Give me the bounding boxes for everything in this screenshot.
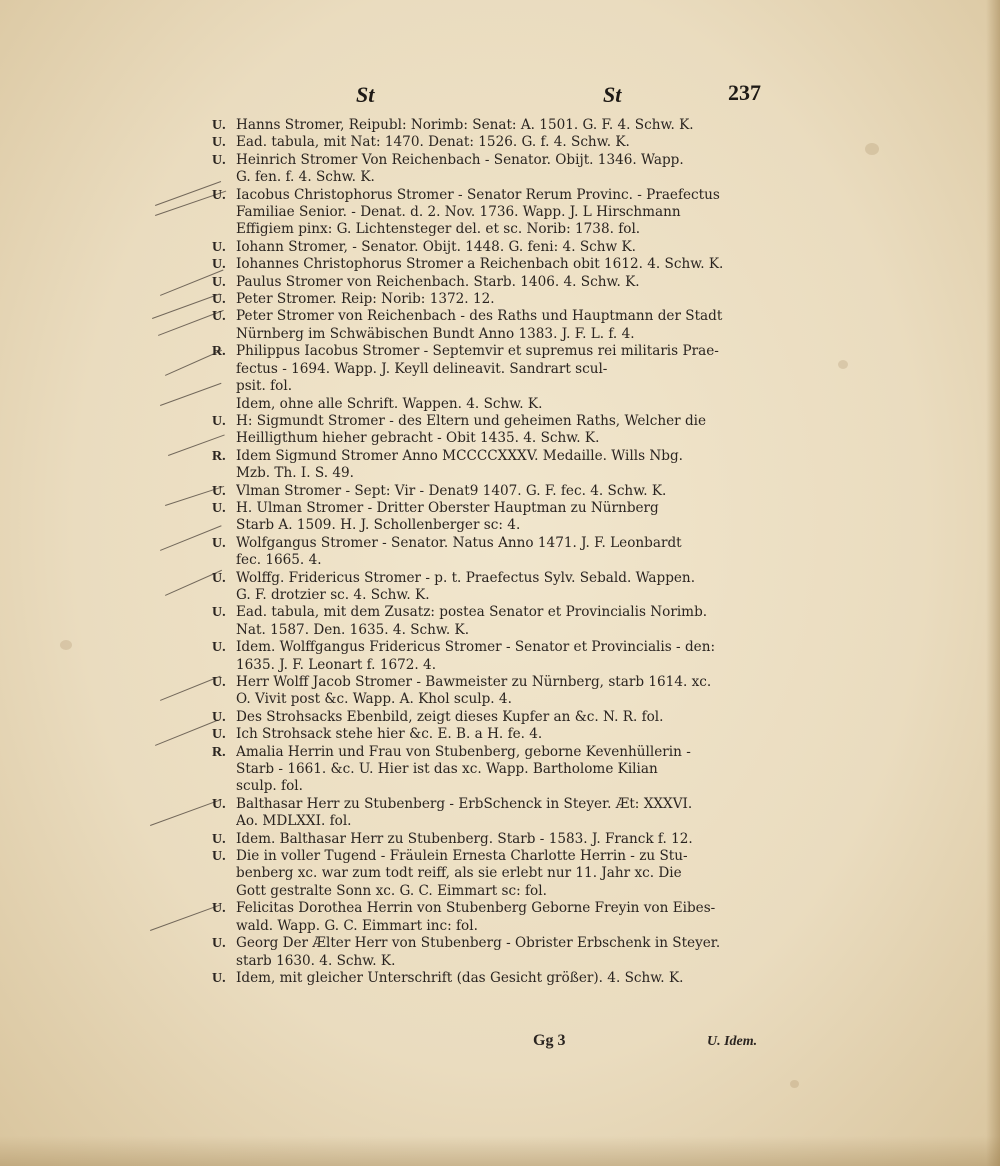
entry-line: Die in voller Tugend - Fräulein Ernesta Charlotte Herrin - zu Stu- bbox=[236, 848, 688, 865]
entry-line: Idem, ohne alle Schrift. Wappen. 4. Schw. K. bbox=[236, 395, 543, 412]
entry-marker: U. bbox=[212, 675, 226, 690]
entry-line: Wolffg. Fridericus Stromer - p. t. Praefectus Sylv. Sebald. Wappen. bbox=[236, 569, 696, 586]
entry-line: Georg Der Ælter Herr von Stubenberg - Obrister Erbschenk in Steyer. bbox=[236, 935, 721, 952]
catalogue-entry bbox=[212, 639, 782, 674]
entry-line: Peter Stromer. Reip: Norib: 1372. 12. bbox=[236, 291, 495, 308]
entry-line: Ao. MDLXXI. fol. bbox=[236, 813, 352, 830]
signature-mark: Gg 3 bbox=[533, 1032, 566, 1049]
entry-marker: R. bbox=[212, 344, 226, 360]
catalogue-entry bbox=[212, 831, 782, 848]
catalogue-entry bbox=[212, 187, 782, 239]
running-header bbox=[0, 82, 1000, 114]
entry-line: Ich Strohsack stehe hier &c. E. B. a H. fe. 4. bbox=[236, 726, 543, 743]
entry-line: G. F. drotzier sc. 4. Schw. K. bbox=[236, 586, 430, 603]
entry-marker: U. bbox=[212, 257, 226, 273]
entry-line: Nürnberg im Schwäbischen Bundt Anno 1383. J. F. L. f. 4. bbox=[236, 325, 635, 342]
catchword: U. Idem. bbox=[707, 1034, 758, 1049]
page-edge-shadow bbox=[0, 1136, 1000, 1166]
entry-line: 1635. J. F. Leonart f. 1672. 4. bbox=[236, 656, 437, 673]
entry-line: H. Ulman Stromer - Dritter Oberster Hauptman zu Nürnberg bbox=[236, 499, 659, 516]
entry-marker: U. bbox=[212, 535, 226, 551]
ink-stroke bbox=[150, 799, 221, 826]
entry-line: Balthasar Herr zu Stubenberg - ErbSchenck in Steyer. Æt: XXXVI. bbox=[236, 795, 693, 812]
entry-line: Starb A. 1509. H. J. Schollenberger sc: 4. bbox=[236, 517, 521, 534]
foxing-spot bbox=[865, 143, 879, 155]
entry-marker: U. bbox=[212, 413, 226, 429]
entry-line: fectus - 1694. Wapp. J. Keyll delineavit. Sandrart scul- bbox=[236, 360, 608, 377]
entry-line: Herr Wolff Jacob Stromer - Bawmeister zu Nürnberg, starb 1614. xc. bbox=[236, 674, 712, 690]
catalogue-entries bbox=[212, 117, 782, 987]
entry-line: Peter Stromer von Reichenbach - des Raths und Hauptmann der Stadt bbox=[236, 308, 723, 325]
header-right-letters: St bbox=[603, 82, 622, 107]
entry-marker: U. bbox=[212, 118, 226, 133]
entry-line: Effigiem pinx: G. Lichtensteger del. et sc. Norib: 1738. fol. bbox=[236, 221, 641, 238]
entry-line: starb 1630. 4. Schw. K. bbox=[236, 952, 396, 969]
header-left-letters: St bbox=[356, 82, 375, 107]
entry-line: Iacobus Christophorus Stromer - Senator Rerum Provinc. - Praefectus bbox=[236, 186, 720, 203]
entry-marker: U. bbox=[212, 500, 226, 516]
entry-line: Nat. 1587. Den. 1635. 4. Schw. K. bbox=[236, 621, 470, 638]
entry-line: O. Vivit post &c. Wapp. A. Khol sculp. 4. bbox=[236, 691, 512, 708]
catalogue-entry bbox=[212, 709, 782, 726]
entry-line: Ead. tabula, mit dem Zusatz: postea Senator et Provincialis Norimb. bbox=[236, 604, 708, 621]
foxing-spot bbox=[60, 640, 72, 650]
catalogue-entry bbox=[212, 726, 782, 743]
entry-marker: U. bbox=[212, 152, 226, 168]
ink-stroke bbox=[155, 720, 219, 747]
entry-line: Familiae Senior. - Denat. d. 2. Nov. 1736. Wapp. J. L Hirschmann bbox=[236, 204, 681, 221]
foxing-spot bbox=[790, 1080, 799, 1088]
entry-line: Starb - 1661. &c. U. Hier ist das xc. Wapp. Bartholome Kilian bbox=[236, 761, 658, 778]
entry-line: Idem Sigmund Stromer Anno MCCCCXXXV. Medaille. Wills Nbg. bbox=[236, 447, 683, 464]
catalogue-entry bbox=[212, 413, 782, 448]
entry-marker: U. bbox=[212, 570, 226, 586]
entry-line: Heinrich Stromer Von Reichenbach - Senator. Obijt. 1346. Wapp. bbox=[236, 151, 684, 168]
catalogue-entry bbox=[212, 291, 782, 308]
entry-marker: U. bbox=[212, 239, 226, 255]
entry-marker: U. bbox=[212, 831, 226, 847]
entry-line: Gott gestralte Sonn xc. G. C. Eimmart sc: fol. bbox=[236, 882, 547, 899]
entry-line: G. fen. f. 4. Schw. K. bbox=[236, 169, 375, 186]
entry-line: Idem, mit gleicher Unterschrift (das Gesicht größer). 4. Schw. K. bbox=[236, 969, 684, 986]
entry-marker: U. bbox=[212, 483, 226, 499]
entry-line: Idem. Wolffgangus Fridericus Stromer - Senator et Provincialis - den: bbox=[236, 639, 716, 656]
entry-line: sculp. fol. bbox=[236, 778, 303, 795]
catalogue-entry bbox=[212, 239, 782, 256]
entry-marker: U. bbox=[212, 970, 226, 986]
catalogue-entry bbox=[212, 117, 782, 134]
catalogue-entry bbox=[212, 308, 782, 343]
catalogue-entry bbox=[212, 500, 782, 535]
entry-line: Paulus Stromer von Reichenbach. Starb. 1406. 4. Schw. K. bbox=[236, 273, 640, 290]
entry-marker: U. bbox=[212, 309, 226, 325]
entry-marker: R. bbox=[212, 744, 226, 760]
entry-marker: R. bbox=[212, 448, 226, 464]
entry-marker: U. bbox=[212, 640, 226, 656]
entry-line: Iohann Stromer, - Senator. Obijt. 1448. G. feni: 4. Schw K. bbox=[236, 238, 636, 255]
catalogue-entry bbox=[212, 900, 782, 935]
entry-marker: U. bbox=[212, 709, 226, 725]
catalogue-entry bbox=[212, 134, 782, 151]
entry-marker: U. bbox=[212, 901, 226, 917]
entry-marker: U. bbox=[212, 936, 226, 952]
foxing-spot bbox=[838, 360, 848, 369]
entry-line: Philippus Iacobus Stromer - Septemvir et supremus rei militaris Prae- bbox=[236, 343, 719, 360]
catalogue-entry bbox=[212, 570, 782, 605]
catalogue-entry bbox=[212, 604, 782, 639]
catalogue-entry bbox=[212, 483, 782, 500]
catalogue-entry bbox=[212, 970, 782, 987]
catalogue-entry bbox=[212, 448, 782, 483]
entry-line: psit. fol. bbox=[236, 378, 293, 395]
catalogue-entry bbox=[212, 343, 782, 395]
entry-line: Vlman Stromer - Sept: Vir - Denat9 1407. G. F. fec. 4. Schw. K. bbox=[236, 482, 667, 499]
catalogue-entry bbox=[212, 256, 782, 273]
catalogue-entry bbox=[212, 396, 782, 413]
catalogue-entry bbox=[212, 274, 782, 291]
catalogue-entry bbox=[212, 796, 782, 831]
entry-marker: U. bbox=[212, 292, 226, 308]
catalogue-entry bbox=[212, 674, 782, 709]
catalogue-entry bbox=[212, 535, 782, 570]
entry-marker: U. bbox=[212, 727, 226, 743]
entry-line: Felicitas Dorothea Herrin von Stubenberg Geborne Freyin von Eibes- bbox=[236, 900, 716, 917]
entry-line: Des Strohsacks Ebenbild, zeigt dieses Kupfer an &c. N. R. fol. bbox=[236, 708, 664, 725]
entry-line: Wolfgangus Stromer - Senator. Natus Anno 1471. J. F. Leonbardt bbox=[236, 534, 682, 551]
entry-line: Hanns Stromer, Reipubl: Norimb: Senat: A. 1501. G. F. 4. Schw. K. bbox=[236, 117, 694, 133]
entry-marker: U. bbox=[212, 849, 226, 865]
catalogue-entry bbox=[212, 152, 782, 187]
entry-marker: U. bbox=[212, 187, 226, 203]
ink-stroke bbox=[150, 904, 221, 931]
entry-marker: U. bbox=[212, 605, 226, 621]
entry-line: Amalia Herrin und Frau von Stubenberg, geborne Kevenhüllerin - bbox=[236, 743, 691, 760]
catalogue-entry bbox=[212, 848, 782, 900]
page-number: 237 bbox=[728, 80, 761, 105]
entry-line: Idem. Balthasar Herr zu Stubenberg. Starb - 1583. J. Franck f. 12. bbox=[236, 830, 693, 847]
entry-line: wald. Wapp. G. C. Eimmart inc: fol. bbox=[236, 917, 478, 934]
entry-line: benberg xc. war zum todt reiff, als sie erlebt nur 11. Jahr xc. Die bbox=[236, 865, 682, 882]
entry-line: H: Sigmundt Stromer - des Eltern und geheimen Raths, Welcher die bbox=[236, 412, 707, 429]
entry-marker: U. bbox=[212, 274, 226, 290]
entry-line: Heilligthum hieher gebracht - Obit 1435. 4. Schw. K. bbox=[236, 430, 600, 447]
entry-marker: U. bbox=[212, 796, 226, 812]
page-edge-shadow bbox=[986, 0, 1000, 1166]
entry-line: fec. 1665. 4. bbox=[236, 552, 322, 569]
entry-line: Mzb. Th. I. S. 49. bbox=[236, 465, 354, 482]
entry-line: Iohannes Christophorus Stromer a Reichenbach obit 1612. 4. Schw. K. bbox=[236, 256, 724, 273]
catalogue-entry bbox=[212, 744, 782, 796]
catalogue-entry bbox=[212, 935, 782, 970]
entry-marker: U. bbox=[212, 135, 226, 151]
entry-line: Ead. tabula, mit Nat: 1470. Denat: 1526. G. f. 4. Schw. K. bbox=[236, 134, 630, 151]
